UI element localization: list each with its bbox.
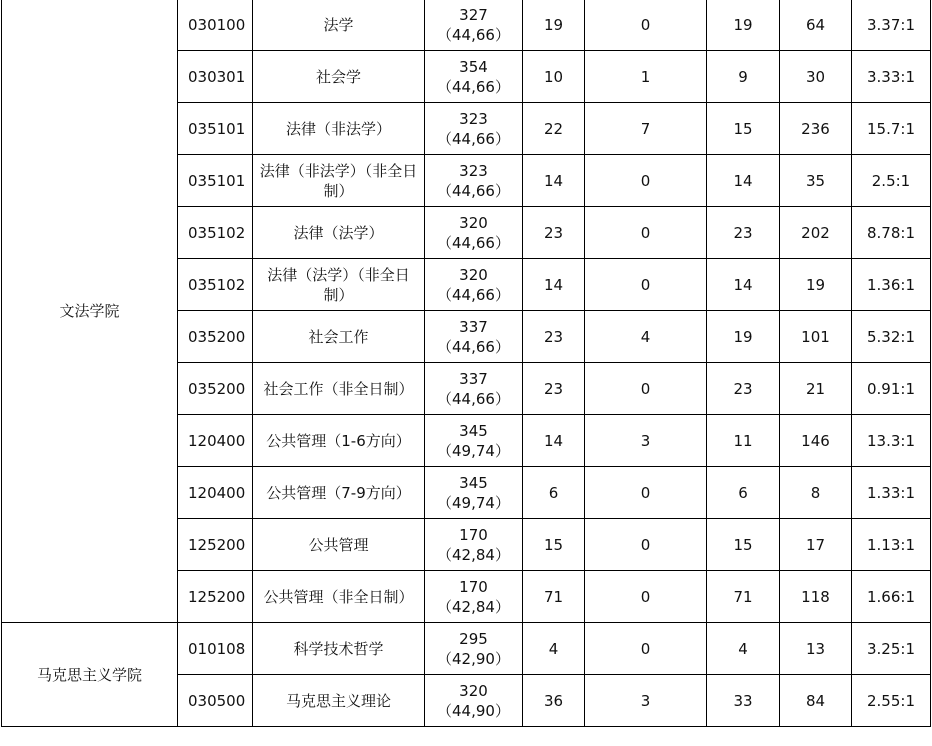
- major-name-cell: 社会工作: [253, 311, 425, 363]
- unified-count-cell: 9: [707, 51, 780, 103]
- major-code-cell: 120400: [178, 415, 253, 467]
- applicant-count-cell: 35: [780, 155, 852, 207]
- subject-score-lines: （42,90）: [437, 649, 510, 668]
- major-code-cell: 035200: [178, 363, 253, 415]
- plan-count-cell: 14: [523, 259, 585, 311]
- plan-count-cell: 71: [523, 571, 585, 623]
- subject-score-lines: （44,66）: [437, 337, 510, 356]
- applicant-count-cell: 30: [780, 51, 852, 103]
- unified-count-cell: 6: [707, 467, 780, 519]
- applicant-count-cell: 236: [780, 103, 852, 155]
- admissions-table: [1, 0, 931, 727]
- unified-count-cell: 33: [707, 675, 780, 727]
- total-score-line: 354: [459, 57, 488, 76]
- unified-count-cell: 23: [707, 363, 780, 415]
- unified-count-cell: 19: [707, 311, 780, 363]
- major-code-cell: 030301: [178, 51, 253, 103]
- applicant-count-cell: 146: [780, 415, 852, 467]
- exempt-count-cell: 0: [585, 623, 707, 675]
- total-score-line: 170: [459, 577, 488, 596]
- applicant-count-cell: 17: [780, 519, 852, 571]
- exempt-count-cell: 7: [585, 103, 707, 155]
- total-score-line: 295: [459, 629, 488, 648]
- major-name-cell: 法学: [253, 0, 425, 51]
- subject-score-lines: （44,66）: [437, 181, 510, 200]
- exempt-count-cell: 0: [585, 155, 707, 207]
- applicant-count-cell: 19: [780, 259, 852, 311]
- major-code-cell: 035200: [178, 311, 253, 363]
- applicant-count-cell: 118: [780, 571, 852, 623]
- plan-count-cell: 6: [523, 467, 585, 519]
- applicant-count-cell: 101: [780, 311, 852, 363]
- major-name-cell: 法律（法学）（非全日制）: [253, 259, 425, 311]
- ratio-cell: 3.25:1: [852, 623, 931, 675]
- applicant-count-cell: 21: [780, 363, 852, 415]
- exempt-count-cell: 0: [585, 571, 707, 623]
- applicant-count-cell: 64: [780, 0, 852, 51]
- unified-count-cell: 19: [707, 0, 780, 51]
- ratio-cell: 8.78:1: [852, 207, 931, 259]
- major-name-cell: 法律（非法学）: [253, 103, 425, 155]
- exempt-count-cell: 0: [585, 259, 707, 311]
- major-code-cell: 035102: [178, 259, 253, 311]
- total-score-line: 327: [459, 5, 488, 24]
- major-code-cell: 030100: [178, 0, 253, 51]
- total-score-line: 345: [459, 421, 488, 440]
- score-line-cell: [425, 311, 523, 363]
- major-code-cell: 125200: [178, 571, 253, 623]
- total-score-line: 320: [459, 265, 488, 284]
- major-name-cell: 法律（法学）: [253, 207, 425, 259]
- subject-score-lines: （44,90）: [437, 701, 510, 720]
- score-line-cell: [425, 51, 523, 103]
- plan-count-cell: 23: [523, 207, 585, 259]
- plan-count-cell: 10: [523, 51, 585, 103]
- subject-score-lines: （44,66）: [437, 129, 510, 148]
- total-score-line: 337: [459, 369, 488, 388]
- plan-count-cell: 22: [523, 103, 585, 155]
- total-score-line: 323: [459, 161, 488, 180]
- exempt-count-cell: 0: [585, 519, 707, 571]
- total-score-line: 345: [459, 473, 488, 492]
- exempt-count-cell: 3: [585, 415, 707, 467]
- major-name-cell: 公共管理: [253, 519, 425, 571]
- major-name-cell: 法律（非法学）（非全日制）: [253, 155, 425, 207]
- exempt-count-cell: 3: [585, 675, 707, 727]
- unified-count-cell: 14: [707, 259, 780, 311]
- ratio-cell: 2.5:1: [852, 155, 931, 207]
- total-score-line: 320: [459, 681, 488, 700]
- exempt-count-cell: 0: [585, 363, 707, 415]
- total-score-line: 337: [459, 317, 488, 336]
- college-name-cell: 马克思主义学院: [2, 623, 178, 727]
- table-body: [2, 0, 931, 727]
- major-code-cell: 035101: [178, 155, 253, 207]
- exempt-count-cell: 0: [585, 207, 707, 259]
- unified-count-cell: 14: [707, 155, 780, 207]
- college-name-cell: 文法学院: [2, 0, 178, 623]
- major-name-cell: 公共管理（1-6方向）: [253, 415, 425, 467]
- plan-count-cell: 23: [523, 363, 585, 415]
- ratio-cell: 13.3:1: [852, 415, 931, 467]
- score-line-cell: [425, 103, 523, 155]
- major-code-cell: 010108: [178, 623, 253, 675]
- score-line-cell: [425, 259, 523, 311]
- major-code-cell: 035101: [178, 103, 253, 155]
- applicant-count-cell: 202: [780, 207, 852, 259]
- subject-score-lines: （49,74）: [437, 441, 510, 460]
- score-line-cell: [425, 415, 523, 467]
- subject-score-lines: （44,66）: [437, 389, 510, 408]
- plan-count-cell: 14: [523, 415, 585, 467]
- score-line-cell: [425, 155, 523, 207]
- score-line-cell: [425, 0, 523, 51]
- page-bottom-edge: [0, 742, 932, 746]
- unified-count-cell: 71: [707, 571, 780, 623]
- major-name-cell: 公共管理（非全日制）: [253, 571, 425, 623]
- major-name-cell: 社会学: [253, 51, 425, 103]
- score-line-cell: [425, 519, 523, 571]
- subject-score-lines: （44,66）: [437, 233, 510, 252]
- subject-score-lines: （42,84）: [437, 597, 510, 616]
- score-line-cell: [425, 675, 523, 727]
- subject-score-lines: （42,84）: [437, 545, 510, 564]
- score-line-cell: [425, 571, 523, 623]
- subject-score-lines: （49,74）: [437, 493, 510, 512]
- unified-count-cell: 4: [707, 623, 780, 675]
- major-code-cell: 035102: [178, 207, 253, 259]
- total-score-line: 170: [459, 525, 488, 544]
- plan-count-cell: 36: [523, 675, 585, 727]
- applicant-count-cell: 84: [780, 675, 852, 727]
- major-name-cell: 马克思主义理论: [253, 675, 425, 727]
- ratio-cell: 5.32:1: [852, 311, 931, 363]
- ratio-cell: 1.13:1: [852, 519, 931, 571]
- ratio-cell: 1.33:1: [852, 467, 931, 519]
- exempt-count-cell: 0: [585, 0, 707, 51]
- plan-count-cell: 15: [523, 519, 585, 571]
- ratio-cell: 0.91:1: [852, 363, 931, 415]
- plan-count-cell: 4: [523, 623, 585, 675]
- subject-score-lines: （44,66）: [437, 285, 510, 304]
- ratio-cell: 1.36:1: [852, 259, 931, 311]
- subject-score-lines: （44,66）: [437, 25, 510, 44]
- plan-count-cell: 23: [523, 311, 585, 363]
- exempt-count-cell: 0: [585, 467, 707, 519]
- plan-count-cell: 19: [523, 0, 585, 51]
- ratio-cell: 3.33:1: [852, 51, 931, 103]
- score-line-cell: [425, 467, 523, 519]
- major-code-cell: 125200: [178, 519, 253, 571]
- ratio-cell: 15.7:1: [852, 103, 931, 155]
- table-row: [2, 0, 931, 51]
- unified-count-cell: 11: [707, 415, 780, 467]
- total-score-line: 323: [459, 109, 488, 128]
- unified-count-cell: 15: [707, 519, 780, 571]
- score-line-cell: [425, 363, 523, 415]
- major-name-cell: 公共管理（7-9方向）: [253, 467, 425, 519]
- major-code-cell: 030500: [178, 675, 253, 727]
- major-code-cell: 120400: [178, 467, 253, 519]
- total-score-line: 320: [459, 213, 488, 232]
- subject-score-lines: （44,66）: [437, 77, 510, 96]
- exempt-count-cell: 4: [585, 311, 707, 363]
- score-line-cell: [425, 623, 523, 675]
- score-line-cell: [425, 207, 523, 259]
- table-row: [2, 623, 931, 675]
- ratio-cell: 2.55:1: [852, 675, 931, 727]
- unified-count-cell: 15: [707, 103, 780, 155]
- applicant-count-cell: 13: [780, 623, 852, 675]
- exempt-count-cell: 1: [585, 51, 707, 103]
- ratio-cell: 1.66:1: [852, 571, 931, 623]
- plan-count-cell: 14: [523, 155, 585, 207]
- major-name-cell: 社会工作（非全日制）: [253, 363, 425, 415]
- major-name-cell: 科学技术哲学: [253, 623, 425, 675]
- applicant-count-cell: 8: [780, 467, 852, 519]
- unified-count-cell: 23: [707, 207, 780, 259]
- ratio-cell: 3.37:1: [852, 0, 931, 51]
